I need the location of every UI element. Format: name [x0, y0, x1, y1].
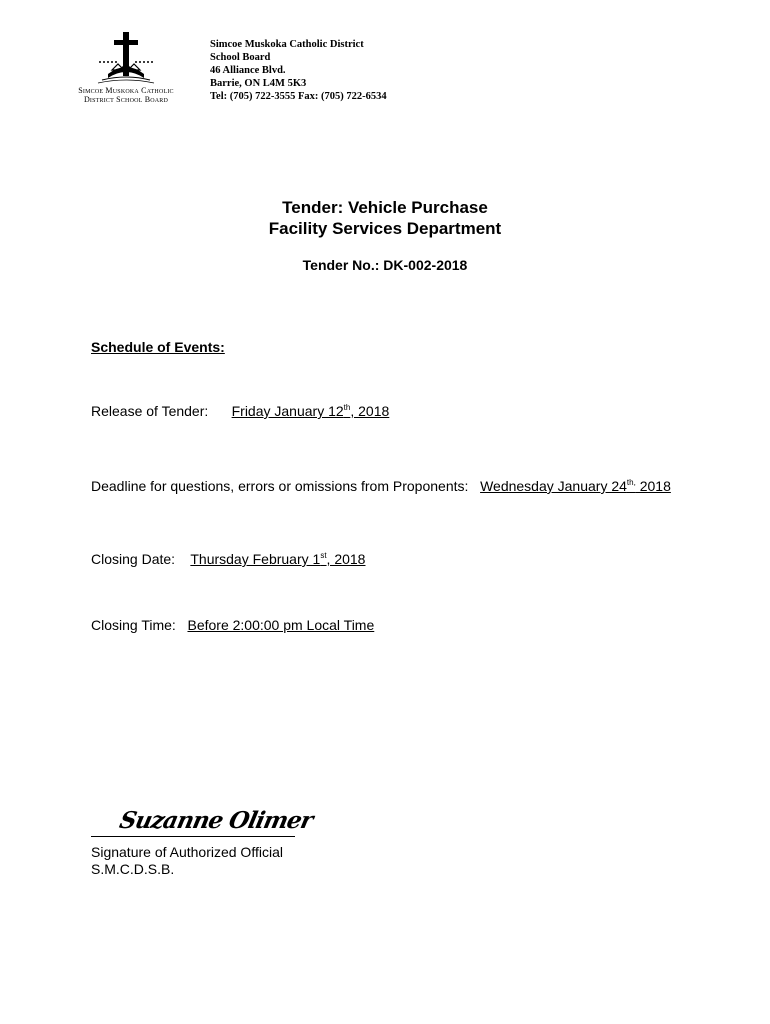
letterhead-address: [210, 38, 387, 103]
signature-label: Signature of Authorized Official: [91, 844, 283, 860]
cross-crest-icon: [94, 30, 158, 86]
closing-date-value: Thursday February 1st, 2018: [190, 551, 366, 567]
signature-line: [91, 836, 295, 837]
deadline-label: Deadline for questions, errors or omissions from Proponents:: [91, 478, 469, 494]
signature-org: S.M.C.D.S.B.: [91, 861, 175, 877]
release-date: Friday January 12th, 2018: [231, 403, 390, 419]
schedule-heading: Schedule of Events:: [91, 339, 225, 355]
address-line: Simcoe Muskoka Catholic District: [210, 39, 364, 50]
closing-date-label: Closing Date:: [91, 551, 176, 567]
closing-date-row: [91, 551, 365, 567]
signature-caption: [91, 844, 283, 878]
address-line: School Board: [210, 52, 271, 63]
school-board-logo: [70, 30, 182, 106]
logo-text-line2: District School Board: [83, 95, 169, 104]
closing-time-row: [91, 617, 374, 633]
logo-text-line1: Simcoe Muskoka Catholic: [78, 86, 174, 95]
department-title: Facility Services Department: [268, 219, 502, 238]
deadline-row: [91, 478, 671, 494]
release-label: Release of Tender:: [91, 403, 209, 419]
closing-time-value: Before 2:00:00 pm Local Time: [187, 617, 375, 633]
document-title: Tender: Vehicle Purchase: [282, 198, 488, 217]
address-line: 46 Alliance Blvd.: [210, 65, 286, 76]
tender-number: Tender No.: DK-002-2018: [302, 257, 468, 273]
address-line: Barrie, ON L4M 5K3: [210, 78, 307, 89]
handwritten-signature: Suzanne Olimer: [117, 807, 315, 834]
address-line: Tel: (705) 722-3555 Fax: (705) 722-6534: [210, 91, 387, 102]
release-row: [91, 403, 389, 419]
closing-time-label: Closing Time:: [91, 617, 176, 633]
deadline-date: Wednesday January $24^{th,}$ 2018: [480, 478, 671, 494]
